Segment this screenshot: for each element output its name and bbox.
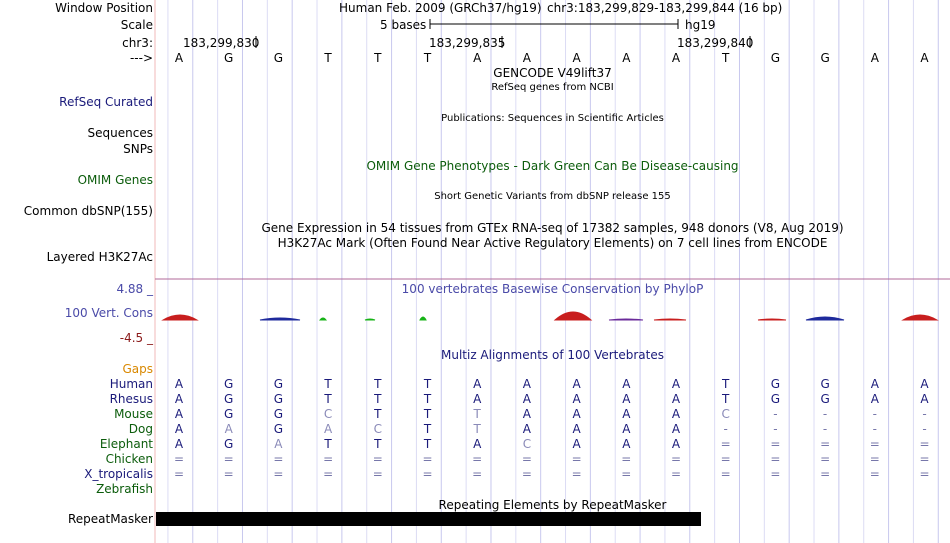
alignment-base: G (770, 377, 781, 391)
alignment-base: G (224, 377, 234, 391)
alignment-base: A (174, 407, 184, 421)
conservation-glyph (365, 319, 375, 320)
alignment-base: A (522, 377, 531, 391)
alignment-base: T (324, 437, 332, 451)
sequence-base: T (324, 51, 332, 65)
alignment-base: = (919, 467, 930, 481)
conservation-glyph (654, 319, 686, 320)
alignment-base: = (323, 452, 334, 466)
phylop-max: 4.88 _ (116, 282, 153, 296)
alignment-base: G (224, 392, 234, 406)
alignment-base: T (423, 437, 432, 451)
alignment-base: = (770, 437, 781, 451)
alignment-base: = (273, 467, 284, 481)
alignment-base: T (374, 437, 382, 451)
conservation-glyph (555, 312, 591, 320)
alignment-base: = (422, 467, 433, 481)
alignment-base: A (671, 377, 681, 391)
alignment-base: G (224, 437, 234, 451)
sequences-label[interactable]: Sequences (87, 126, 153, 140)
alignment-base: - (922, 422, 927, 436)
alignment-base: G (770, 392, 781, 406)
alignment-base: A (522, 422, 531, 436)
alignment-base: = (670, 452, 682, 466)
sequence-base: A (473, 51, 482, 65)
chrom-label: chr3: (122, 36, 153, 50)
alignment-base: A (622, 377, 631, 391)
species-label[interactable]: X_tropicalis (84, 467, 153, 481)
conservation-glyph (758, 319, 786, 320)
coord-3: 183,299,840 (677, 36, 754, 50)
alignment-base: - (822, 422, 828, 436)
alignment-base: = (770, 452, 781, 466)
omim-title: OMIM Gene Phenotypes - Dark Green Can Be Disease-causing (366, 159, 739, 173)
alignment-base: C (323, 407, 333, 421)
alignment-base: = (521, 452, 532, 466)
alignment-base: T (473, 422, 481, 436)
alignment-base: A (274, 437, 283, 451)
alignment-base: A (224, 422, 233, 436)
scale-label: Scale (120, 18, 153, 32)
alignment-base: = (571, 467, 582, 481)
alignment-base: = (621, 452, 632, 466)
alignment-base: A (870, 392, 879, 406)
conservation-glyph (420, 317, 426, 320)
assembly-text: Human Feb. 2009 (GRCh37/hg19) (339, 1, 542, 15)
alignment-base: A (572, 422, 581, 436)
alignment-base: T (374, 377, 382, 391)
species-label[interactable]: Human (109, 377, 153, 391)
alignment-base: A (622, 437, 631, 451)
alignment-base: A (522, 407, 531, 421)
sequence-base: G (224, 51, 234, 65)
alignment-base: A (323, 422, 333, 436)
alignment-base: T (374, 407, 382, 421)
alignment-base: - (773, 422, 778, 436)
alignment-base: = (820, 437, 831, 451)
alignment-base: A (522, 392, 531, 406)
alignment-base: C (373, 422, 382, 436)
omim-label[interactable]: OMIM Genes (77, 173, 153, 187)
alignment-base: A (174, 377, 184, 391)
alignment-base: T (374, 392, 382, 406)
alignment-base: T (722, 392, 730, 406)
alignment-base: A (622, 407, 631, 421)
position-text: chr3:183,299,829-183,299,844 (16 bp) (547, 1, 783, 15)
coord-1: 183,299,830 (183, 36, 260, 50)
alignment-base: G (273, 422, 284, 436)
gencode-title[interactable]: GENCODE V49lift37 (493, 66, 612, 80)
window-position-label: Window Position (55, 1, 153, 15)
alignment-base: A (174, 437, 184, 451)
alignment-base: = (273, 452, 284, 466)
alignment-base: = (720, 437, 731, 451)
pubs-title: Publications: Sequences in Scientific Articles (441, 113, 664, 124)
sequence-base: A (870, 51, 879, 65)
alignment-base: = (173, 452, 185, 466)
multiz-title: Multiz Alignments of 100 Vertebrates (440, 348, 665, 362)
alignment-base: G (273, 392, 284, 406)
sequence-base: T (722, 51, 730, 65)
alignment-base: A (473, 437, 482, 451)
alignment-base: G (273, 377, 284, 391)
alignment-base: A (572, 377, 581, 391)
sequence-base: A (920, 51, 929, 65)
conservation-glyph (609, 319, 643, 320)
sequence-base: A (671, 51, 681, 65)
alignment-base: - (872, 422, 877, 436)
species-label[interactable]: Mouse (114, 407, 153, 421)
sequence-base: A (622, 51, 631, 65)
alignment-base: = (223, 452, 234, 466)
alignment-base: T (423, 392, 432, 406)
alignment-base: = (670, 467, 682, 481)
alignment-base: A (671, 407, 681, 421)
refseq-label[interactable]: RefSeq Curated (59, 95, 153, 109)
alignment-base: A (174, 392, 184, 406)
alignment-base: A (473, 392, 482, 406)
alignment-base: = (372, 452, 383, 466)
alignment-base: = (820, 452, 831, 466)
scale-db: hg19 (685, 18, 716, 32)
species-label[interactable]: Elephant (99, 437, 153, 451)
sequence-base: G (273, 51, 284, 65)
alignment-base: = (521, 467, 532, 481)
alignment-base: G (273, 407, 284, 421)
alignment-base: A (473, 377, 482, 391)
alignment-base: A (870, 377, 879, 391)
alignment-base: = (869, 467, 880, 481)
alignment-base: C (522, 437, 532, 451)
alignment-base: - (773, 407, 778, 421)
alignment-base: T (423, 422, 432, 436)
alignment-base: A (572, 437, 581, 451)
alignment-base: - (872, 407, 877, 421)
gaps-label[interactable]: Gaps (122, 362, 153, 376)
alignment-base: A (572, 392, 581, 406)
alignment-base: = (770, 467, 781, 481)
alignment-base: T (423, 377, 432, 391)
alignment-base: A (671, 437, 681, 451)
alignment-base: G (820, 392, 830, 406)
alignment-base: = (173, 467, 185, 481)
alignment-base: = (472, 467, 483, 481)
alignment-base: A (174, 422, 184, 436)
alignment-base: = (472, 452, 483, 466)
conservation-glyph (903, 315, 937, 320)
dbsnp-title: Short Genetic Variants from dbSNP release 155 (434, 191, 671, 202)
alignment-base: - (822, 407, 828, 421)
sequence-base: A (522, 51, 531, 65)
sequence-base: T (423, 51, 432, 65)
sequence-base: A (572, 51, 581, 65)
alignment-base: = (820, 467, 831, 481)
species-label[interactable]: Chicken (105, 452, 153, 466)
alignment-base: A (622, 422, 631, 436)
alignment-base: = (223, 467, 234, 481)
alignment-base: T (324, 392, 332, 406)
conservation-glyph (320, 318, 326, 320)
alignment-base: = (571, 452, 582, 466)
scale-text: 5 bases (380, 18, 427, 32)
alignment-base: = (422, 452, 433, 466)
conservation-glyph (806, 317, 844, 320)
repeat-label[interactable]: RepeatMasker (67, 512, 153, 526)
species-label[interactable]: Rhesus (109, 392, 153, 406)
alignment-base: T (423, 407, 432, 421)
alignment-base: - (922, 407, 927, 421)
refseq-subtitle: RefSeq genes from NCBI (491, 82, 614, 93)
repeat-element-bar[interactable] (156, 512, 701, 526)
sequence-base: G (820, 51, 830, 65)
alignment-base: = (869, 452, 880, 466)
coord-2: 183,299,835 (429, 36, 506, 50)
alignment-base: T (324, 377, 332, 391)
alignment-base: = (919, 437, 930, 451)
alignment-base: T (473, 407, 481, 421)
sequence-base: G (770, 51, 781, 65)
alignment-base: A (622, 392, 631, 406)
alignment-base: = (323, 467, 334, 481)
sequence-base: A (174, 51, 184, 65)
alignment-base: G (820, 377, 830, 391)
alignment-base: = (720, 452, 731, 466)
alignment-base: = (621, 467, 632, 481)
alignment-base: A (671, 392, 681, 406)
alignment-base: A (572, 407, 581, 421)
alignment-base: A (671, 422, 681, 436)
alignment-base: T (722, 377, 730, 391)
alignment-base: A (920, 377, 929, 391)
phylop-title: 100 vertebrates Basewise Conservation by PhyloP (401, 282, 704, 296)
snps-label[interactable]: SNPs (123, 142, 153, 156)
repeat-title: Repeating Elements by RepeatMasker (438, 498, 667, 512)
strand-label: ---> (129, 51, 153, 65)
species-label[interactable]: Zebrafish (96, 482, 153, 496)
phylop-min: -4.5 _ (119, 331, 153, 345)
conservation-glyph (260, 318, 300, 320)
alignment-base: A (920, 392, 929, 406)
alignment-base: = (372, 467, 383, 481)
alignment-base: G (224, 407, 234, 421)
alignment-base: C (721, 407, 730, 421)
cons-label[interactable]: 100 Vert. Cons (64, 306, 153, 320)
alignment-base: = (869, 437, 880, 451)
species-label[interactable]: Dog (128, 422, 153, 436)
dbsnp-label[interactable]: Common dbSNP(155) (23, 204, 153, 218)
alignment-base: = (919, 452, 930, 466)
h3k-title: H3K27Ac Mark (Often Found Near Active Regulatory Elements) on 7 cell lines from ENCODE (277, 236, 828, 250)
alignment-base: = (720, 467, 731, 481)
alignment-base: - (723, 422, 728, 436)
sequence-base: T (374, 51, 382, 65)
h3k-label[interactable]: Layered H3K27Ac (46, 250, 153, 264)
gtex-title: Gene Expression in 54 tissues from GTEx RNA-seq of 17382 samples, 948 donors (V8, Aug 2019) (261, 221, 844, 235)
